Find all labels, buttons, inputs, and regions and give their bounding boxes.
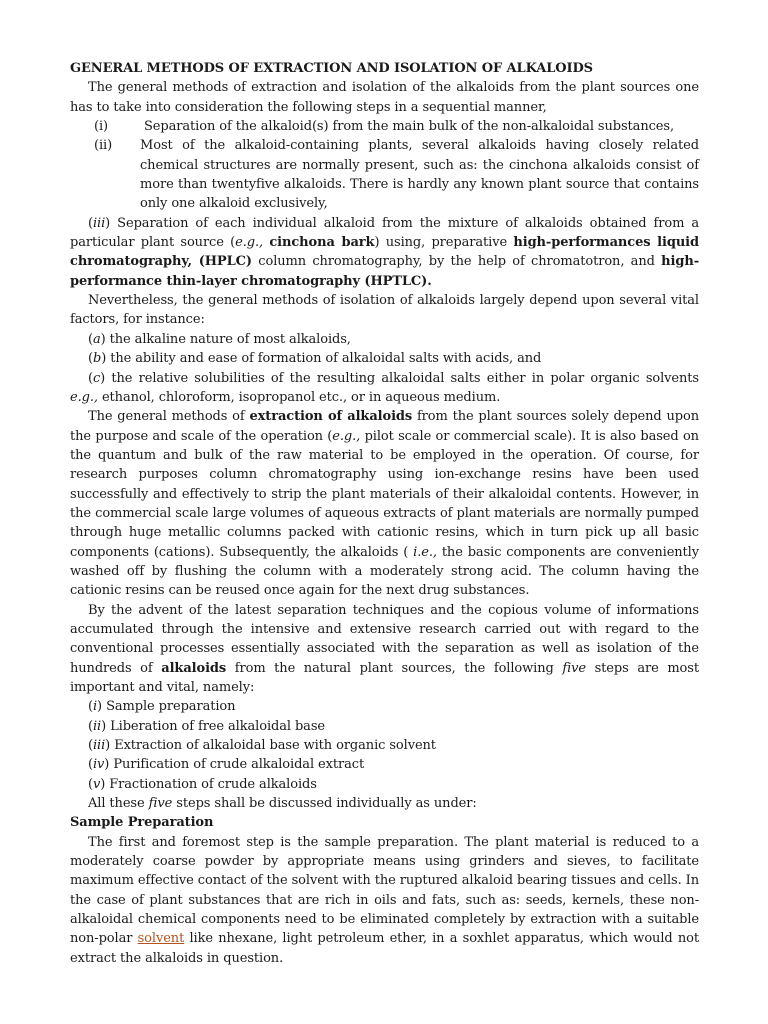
five-step-item-v: (v) Fractionation of crude alkaloids	[88, 776, 317, 792]
sample-paragraph: The first and foremost step is the sample preparation. The plant material is reduced to a moderately coarse powder by appropriate means using grinders and sieves, to facilitate maximum effective contact of the solvent with the ruptured alkaloid bearing tissues and cells. In the case of plant substances that are rich in oils and fats, such as: seeds, kernels, these non-alkaloidal chemical components need to be eliminated completely by extraction with a suitable non-polar solvent like nhexane, light petroleum ether, in a soxhlet apparatus, which would not extract the alkaloids in question.	[70, 834, 699, 966]
five-step-item-ii: (ii) Liberation of free alkaloidal base	[88, 718, 326, 734]
five-step-item-i: (i) Sample preparation	[88, 699, 236, 715]
step-item-i: (i) Separation of the alkaloid(s) from the main bulk of the non-alkaloidal substances,	[94, 119, 674, 135]
discussion-line: All these five steps shall be discussed individually as under:	[88, 796, 477, 812]
factor-item-a: (a) the alkaline nature of most alkaloids,	[88, 331, 351, 347]
advent-paragraph: By the advent of the latest separation techniques and the copious volume of informations accumulated through the intensive and extensive research carried out with regard to the conventional processes essentially associated with the separation as well as isolation of the hundreds of alkaloids from the natural plant sources, the following five steps are most important and vital, namely:	[70, 602, 699, 695]
solvent-link[interactable]: solvent	[137, 931, 185, 947]
factor-item-c: (c) the relative solubilities of the resulting alkaloidal salts either in polar organic solvents e.g., ethanol, chloroform, isopropanol etc., or in aqueous medium.	[70, 370, 699, 405]
intro-paragraph: The general methods of extraction and isolation of the alkaloids from the plant sources one has to take into consideration the following steps in a sequential manner,	[70, 80, 699, 115]
step-item-iii: (iii) Separation of each individual alkaloid from the mixture of alkaloids obtained from a particular plant source (e.g., cinchona bark) using, preparative high-performances liquid chromatography, (HPLC) column chromatography, by the help of chromatotron, and high-performance thin-layer chromatography (HPTLC).	[70, 215, 700, 289]
five-step-item-iii: (iii) Extraction of alkaloidal base with organic solvent	[88, 738, 436, 754]
extraction-paragraph: The general methods of extraction of alkaloids from the plant sources solely depend upon the purpose and scale of the operation (e.g., pilot scale or commercial scale). It is also based on the quantum and bulk of the raw material to be employed in the operation. Of course, for research purposes column chromatography using ion-exchange resins have been used successfully and effectively to strip the plant materials of their alkaloidal contents. However, in the commercial scale large volumes of aqueous extracts of plant materials are normally pumped through huge metallic columns packed with cationic resins, which in turn pick up all basic components (cations). Subsequently, the alkaloids ( i.e., the basic components are conveniently washed off by flushing the column with a moderately strong acid. The column having the cationic resins can be reused once again for the next drug substances.	[70, 409, 699, 599]
factor-item-b: (b) the ability and ease of formation of alkaloidal salts with acids, and	[88, 351, 542, 367]
document-title: GENERAL METHODS OF EXTRACTION AND ISOLATION OF ALKALOIDS	[70, 61, 593, 76]
factors-paragraph: Nevertheless, the general methods of isolation of alkaloids largely depend upon several vital factors, for instance:	[70, 293, 699, 328]
document-body	[70, 59, 699, 968]
section-heading-sample-preparation: Sample Preparation	[70, 815, 214, 831]
step-item-ii: (ii) Most of the alkaloid-containing plants, several alkaloids having closely related chemical structures are normally present, such as: the cinchona alkaloids consist of more than twentyfive alkaloids. There is hardly any known plant source that contains only one alkaloid exclusively,	[94, 138, 699, 212]
five-step-item-iv: (iv) Purification of crude alkaloidal extract	[88, 757, 365, 773]
